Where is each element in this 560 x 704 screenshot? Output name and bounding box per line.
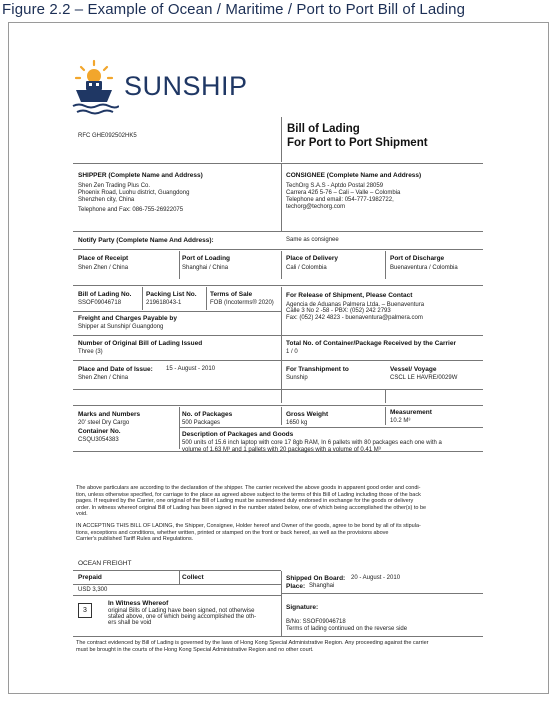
bl-no-footer: B/No: SSOF09046718	[286, 619, 346, 625]
description-line: volume of 1.63 M³ and 1 pallets with 20 packages with a volume of 0.41 M³	[182, 447, 381, 453]
port-discharge-value: Buenaventura / Colombia	[390, 265, 458, 271]
consignee-line: TechOrg S.A.S - Aptdo Postal 28059	[286, 183, 384, 189]
ocean-freight-label: OCEAN FREIGHT	[78, 560, 132, 567]
sun-icon	[76, 61, 112, 83]
packages-value: 500 Packages	[182, 420, 221, 426]
container-no-label: Container No.	[78, 428, 121, 435]
footer-text: The contract evidenced by Bill of Lading is governed by the laws of Hong Kong Special Administrative Region. Any proceeding against the carrier must be brought in the courts of the Hong Kong Special Administrative Region and no other court.	[76, 640, 429, 653]
place-receipt-value: Shen Zhen / China	[78, 265, 129, 271]
place-delivery-value: Cali / Colombia	[286, 265, 327, 271]
original-bl-value: Three (3)	[78, 349, 103, 355]
release-line: Fax: (052) 242 4823 - buenaventura@palmera.com	[286, 315, 423, 321]
prepaid-label: Prepaid	[78, 574, 102, 581]
place-receipt-label: Place of Receipt	[78, 255, 129, 262]
shipped-on-board-label: Shipped On Board:	[286, 575, 346, 582]
consignee-label: CONSIGNEE (Complete Name and Address)	[286, 172, 422, 179]
document-frame	[8, 22, 549, 694]
rfc-code: RFC GHE092502HK5	[78, 133, 137, 139]
container-no-value: CSQU3054383	[78, 437, 119, 443]
measurement-label: Measurement	[390, 409, 432, 416]
shipped-on-board-date: 20 - August - 2010	[351, 575, 401, 581]
place-date-issue-value: Shen Zhen / China	[78, 375, 129, 381]
total-containers-label: Total No. of Container/Package Received by the Carrier	[286, 340, 457, 347]
vessel-label: Vessel/ Voyage	[390, 366, 437, 373]
consignee-line: Carrera 42б 5-76 – Cali – Valle – Colombia	[286, 190, 401, 196]
terms-para-2: IN ACCEPTING THIS BILL OF LADING, the Shipper, Consignee, Holder hereof and Owner of the goods, agree to be bond by all of its stipula- tions, exceptions and conditions, whether written, printed or stamped on the front or back hereof, as well as the provisions above Carrier's published Tariff Rules and Regulations.	[76, 523, 421, 542]
consignee-line: techorg@techorg.com	[286, 204, 346, 210]
witness-line: ers shall be void	[108, 620, 152, 626]
terms-reverse: Terms of lading continued on the reverse side	[286, 626, 408, 632]
release-line: Calle 3 No 2 -58 - PBX: (052) 242 2793	[286, 308, 391, 314]
notify-value: Same as consignee	[286, 237, 339, 243]
total-containers-value: 1 / 0	[286, 349, 298, 355]
packing-list-label: Packing List No.	[146, 291, 197, 298]
witness-line: stated above, one of which being accomplished the oth-	[108, 614, 257, 620]
signature-label: Signature:	[286, 604, 319, 611]
bl-no-label: Bill of Lading No.	[78, 291, 132, 298]
shipper-label: SHIPPER (Complete Name and Address)	[78, 172, 203, 179]
description-line: 500 units of 15.6 inch laptop with core 17 8gb RAM, In 6 pallets with 80 packages each one with a	[182, 440, 442, 446]
notify-label: Notify Party (Complete Name And Address):	[78, 237, 214, 244]
witness-line: original Bills of Lading have been signed, not otherwise	[108, 608, 255, 614]
description-label: Description of Packages and Goods	[182, 431, 294, 438]
shipper-line: Shenzhen city, China	[78, 197, 135, 203]
bl-no-value: SSOF09046718	[78, 300, 122, 306]
release-label: For Release of Shipment, Please Contact	[286, 292, 413, 299]
transhipment-label: For Transhipment to	[286, 366, 349, 373]
place-value: Shanghai	[309, 583, 335, 589]
original-bl-label: Number of Original Bill of Lading Issued	[78, 340, 203, 347]
freight-payable-value: Shipper at Sunship/ Guangdong	[78, 324, 164, 330]
freight-payable-label: Freight and Charges Payable by	[78, 315, 177, 322]
shipper-line: Shen Zen Trading Plus Co.	[78, 183, 151, 189]
place-date-issue-date: 15 - August - 2010	[166, 366, 216, 372]
collect-label: Collect	[182, 574, 204, 581]
witness-label: In Witness Whereof	[108, 600, 169, 607]
marks-label: Marks and Numbers	[78, 411, 141, 418]
port-discharge-label: Port of Discharge	[390, 255, 445, 262]
terms-sale-value: FOB (Incoterms® 2020)	[210, 300, 274, 306]
port-loading-label: Port of Loading	[182, 255, 231, 262]
packages-label: No. of Packages	[182, 411, 233, 418]
transhipment-value: Sunship	[286, 375, 308, 381]
place-label: Place:	[286, 583, 306, 590]
measurement-value: 10.2 M³	[390, 418, 411, 424]
witness-number: 3	[78, 603, 92, 618]
marks-value: 20' steel Dry Cargo	[78, 420, 130, 426]
packing-list-value: 219618043-1	[146, 300, 182, 306]
doc-title-line2: For Port to Port Shipment	[287, 137, 428, 149]
gross-weight-value: 1650 kg	[286, 420, 308, 426]
shipper-line: Telephone and Fax: 086-755-26922075	[78, 207, 184, 213]
shipper-line: Phoenix Road, Luohu district, Guangdong	[78, 190, 190, 196]
terms-para-1: The above particulars are according to the declaration of the shipper. The carrier received the above goods in apparent good order and condi- tion, unless otherwise specified, for carriage to the place as agreed above subject to the terms of this Bill of Lading including those of the back pages. If required by the Carrier, one original of the Bill of Lading must be surrendered duly endorsed in exchange for the goods or delivery order. In witness whereof original Bill of Lading has been signed in the number stated below, one of which being accomplished the other(s) to be void.	[76, 485, 427, 517]
consignee-line: Telephone and email: 054-777-1982722,	[286, 197, 394, 203]
port-loading-value: Shanghai / China	[182, 265, 229, 271]
place-delivery-label: Place of Delivery	[286, 255, 339, 262]
release-line: Agencia de Aduanas Palmera Ltda. – Buenaventura	[286, 302, 425, 308]
place-date-issue-label: Place and Date of Issue:	[78, 366, 153, 373]
vessel-value: CSCL LE HAVRE/0029W	[390, 375, 458, 381]
prepaid-value: USD 3,300	[78, 587, 108, 593]
figure-title: Figure 2.2 – Example of Ocean / Maritime / Port to Port Bill of Lading	[2, 1, 466, 18]
doc-title-line1: Bill of Lading	[287, 123, 360, 135]
terms-sale-label: Terms of Sale	[210, 291, 253, 298]
ship-icon	[69, 59, 119, 119]
gross-weight-label: Gross Weight	[286, 411, 329, 418]
brand-name: SUNSHIP	[124, 71, 248, 101]
